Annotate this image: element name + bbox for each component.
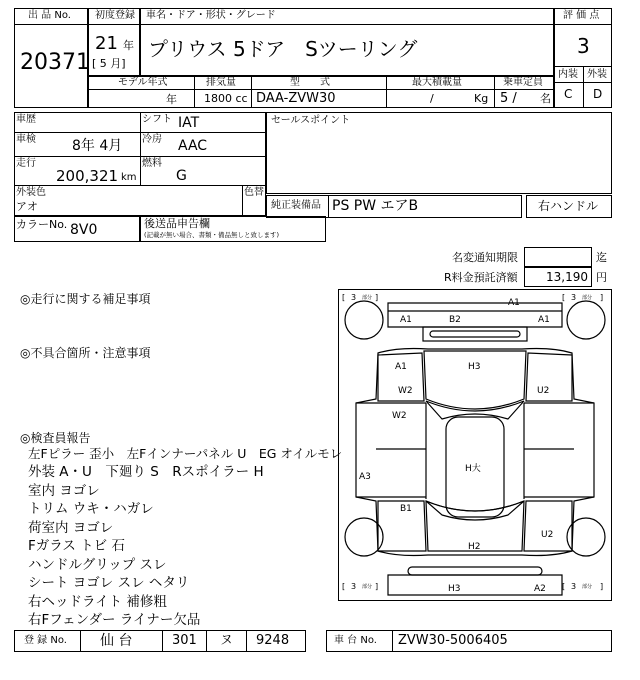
plate-divider-4 <box>246 630 247 652</box>
score-divider <box>554 24 612 25</box>
capacity-value: 5 / <box>500 91 517 106</box>
inspection-label: 車検 <box>16 134 36 145</box>
front-left-tire <box>345 301 383 339</box>
fuel-label: 燃料 <box>142 158 162 169</box>
plate-class: 301 <box>172 633 197 648</box>
mark-door-left-rear: A3 <box>359 472 371 482</box>
inspector-report-line: 左Fピラー 歪小 左Fインナーパネル U EG オイルモレ <box>28 446 343 461</box>
sales-point-label: セールスポイント <box>271 115 351 126</box>
chassis-divider <box>392 630 393 652</box>
exterior-grade: D <box>593 87 603 101</box>
color-number-label: カラーNo. <box>16 218 68 231</box>
tire-tread-rear-left: 3 <box>351 582 357 591</box>
transfer-deadline-label: 名変通知期限 <box>452 251 518 264</box>
tire-tread-rear-left-bracket: [ <box>342 582 346 591</box>
exterior-grade-label: 外装 <box>587 69 607 80</box>
plate-kana: ヌ <box>220 633 234 648</box>
registration-month: [ 5 月] <box>92 57 126 70</box>
documents-note: (記載が無い場合、書類・備品無しと致します) <box>144 231 280 239</box>
front-grille-inner <box>430 331 520 337</box>
displacement-label: 排気量 <box>206 77 236 88</box>
details-row-divider-3 <box>14 185 266 186</box>
inspector-report-line: 荷室内 ヨゴレ <box>28 520 114 536</box>
lot-number-label: 出 品 No. <box>28 10 71 21</box>
tire-tread-rear-right-unit: 部分 <box>582 584 593 590</box>
spec-divider <box>88 89 554 90</box>
capacity-unit: 名 <box>540 92 551 105</box>
registration-year-unit: 年 <box>123 39 134 52</box>
equipment-col-divider <box>328 195 329 218</box>
driving-notes-title: ◎走行に関する補足事項 <box>20 292 151 306</box>
mark-rear-bumper: H3 <box>448 584 461 594</box>
inspection-value: 8年 4月 <box>72 138 123 154</box>
car-damage-diagram <box>338 289 612 601</box>
mileage-label: 走行 <box>16 158 36 169</box>
documents-label: 後送品申告欄 <box>144 217 210 230</box>
car-name-label: 車名・ドア・形状・グレード <box>146 10 276 21</box>
rear-lamp-strip <box>408 567 542 575</box>
max-load-unit: Kg <box>474 92 489 105</box>
interior-grade-label: 内装 <box>558 69 578 80</box>
capacity-label: 乗車定員 <box>503 77 543 88</box>
equipment-value: PS PW エアB <box>332 198 419 214</box>
shift-value: IAT <box>178 115 200 131</box>
shift-label: シフト <box>142 114 172 125</box>
score-label: 評 価 点 <box>563 10 600 21</box>
spec-col-divider-2 <box>251 76 252 108</box>
transfer-deadline-box <box>524 247 592 267</box>
rear-right-quarter <box>524 501 572 551</box>
mark-fender-left: W2 <box>398 386 413 396</box>
registration-year: 21 <box>95 33 118 54</box>
transfer-deadline-unit: 迄 <box>596 251 607 264</box>
defects-notes-title: ◎不具合箇所・注意事項 <box>20 346 151 360</box>
mark-front-bumper: A1 <box>508 298 520 308</box>
ac-label: 冷房 <box>142 134 162 145</box>
spec-col-divider-4 <box>494 76 495 108</box>
plate-region: 仙 台 <box>100 633 133 649</box>
car-name: プリウス 5ドア Sツーリング <box>148 37 418 61</box>
recycle-fee-label: R料金預託済額 <box>444 271 518 284</box>
ac-value: AAC <box>178 138 208 154</box>
mark-quarter-right: U2 <box>541 530 554 540</box>
model-year-unit: 年 <box>166 93 177 106</box>
spec-col-divider-1 <box>194 76 195 108</box>
mark-quarter-left: B1 <box>400 504 412 514</box>
interior-grade: C <box>564 87 573 101</box>
mileage-unit: km <box>121 172 137 183</box>
tire-tread-front-right-unit: 部分 <box>582 295 593 301</box>
mark-door-left-front: W2 <box>392 411 407 421</box>
first-registration-divider <box>88 24 140 25</box>
chassis-number: ZVW30-5006405 <box>398 633 508 648</box>
mark-hood: H3 <box>468 362 481 372</box>
mark-fender-right: U2 <box>537 386 550 396</box>
mark-front-bumper-left: A1 <box>400 315 412 325</box>
inspector-report-line: ハンドルグリップ スレ <box>28 557 167 573</box>
tire-tread-front-left-bracket-close: ] <box>375 293 379 302</box>
front-right-tire <box>567 301 605 339</box>
tire-tread-front-left-unit: 部分 <box>362 295 373 301</box>
fuel-value: G <box>176 168 187 184</box>
grade-vertical-divider <box>583 66 584 108</box>
model-type-label: 型 式 <box>290 77 330 88</box>
details-col-divider <box>140 112 141 185</box>
tire-tread-rear-left-bracket-close: ] <box>375 582 379 591</box>
inspector-report-line: トリム ウキ・ハガレ <box>28 501 154 517</box>
mark-fender-left-top: A1 <box>395 362 407 372</box>
plate-number: 9248 <box>256 633 290 648</box>
plate-divider-2 <box>162 630 163 652</box>
tire-tread-front-right-bracket: [ <box>562 293 566 302</box>
chassis-label: 車 台 No. <box>334 635 377 646</box>
color-label: 外装色 <box>16 187 46 198</box>
tire-tread-rear-right-bracket: [ <box>562 582 566 591</box>
lot-number: 20371 <box>20 50 90 75</box>
inspector-report-line: 外装 A・U 下廻り S Rスポイラー H <box>28 464 264 480</box>
mark-front-grille: B2 <box>449 315 461 325</box>
tire-tread-rear-left-unit: 部分 <box>362 584 373 590</box>
repaint-label: 色替 <box>244 187 264 198</box>
mileage-value: 200,321 <box>56 167 119 185</box>
mark-front-bumper-right: A1 <box>538 315 550 325</box>
tire-tread-front-left-bracket: [ <box>342 293 346 302</box>
displacement-value: 1800 cc <box>204 92 248 105</box>
inspector-report-line: シート ヨゴレ スレ ヘタリ <box>28 575 190 591</box>
mark-trunk: H2 <box>468 542 481 552</box>
inspector-report-title: ◎検査員報告 <box>20 431 91 445</box>
plate-divider-1 <box>80 630 81 652</box>
lot-number-header-divider <box>14 24 88 25</box>
tire-tread-front-right: 3 <box>571 293 577 302</box>
repaint-col-divider <box>242 185 243 216</box>
front-bumper-outline <box>388 303 562 327</box>
score-value: 3 <box>577 34 590 58</box>
equipment-label: 純正装備品 <box>271 200 321 211</box>
model-year-label: モデル年式 <box>118 77 168 88</box>
recycle-fee-amount: 13,190 <box>546 270 588 284</box>
tire-tread-front-left: 3 <box>351 293 357 302</box>
plate-label: 登 録 No. <box>24 635 67 646</box>
inspector-report-line: Fガラス トビ 石 <box>28 538 125 554</box>
mark-rear-bumper-right: A2 <box>534 584 546 594</box>
inspector-report-line: 右ヘッドライト 補修粗 <box>28 594 167 610</box>
model-type-value: DAA-ZVW30 <box>256 91 336 106</box>
first-registration-label: 初度登録 <box>95 10 135 21</box>
history-label: 車歴 <box>16 114 36 125</box>
recycle-fee-unit: 円 <box>596 271 607 284</box>
steering-value: 右ハンドル <box>538 199 599 213</box>
spec-col-divider-3 <box>386 76 387 108</box>
car-name-divider <box>140 24 554 25</box>
inspector-report-line: 室内 ヨゴレ <box>28 483 100 499</box>
max-load-label: 最大積載量 <box>412 77 462 88</box>
color-number: 8V0 <box>70 222 98 238</box>
mark-roof: H大 <box>465 464 481 474</box>
tire-tread-front-right-bracket-close: ] <box>600 293 604 302</box>
plate-divider-3 <box>206 630 207 652</box>
front-grille <box>423 327 527 341</box>
inspector-report-line: 右Fフェンダー ライナー欠品 <box>28 612 201 628</box>
tire-tread-rear-right-bracket-close: ] <box>600 582 604 591</box>
tire-tread-rear-right: 3 <box>571 582 577 591</box>
hood-outline <box>424 351 526 409</box>
color-value: アオ <box>16 200 38 213</box>
body-outline <box>356 349 594 556</box>
max-load-separator: / <box>430 92 434 105</box>
